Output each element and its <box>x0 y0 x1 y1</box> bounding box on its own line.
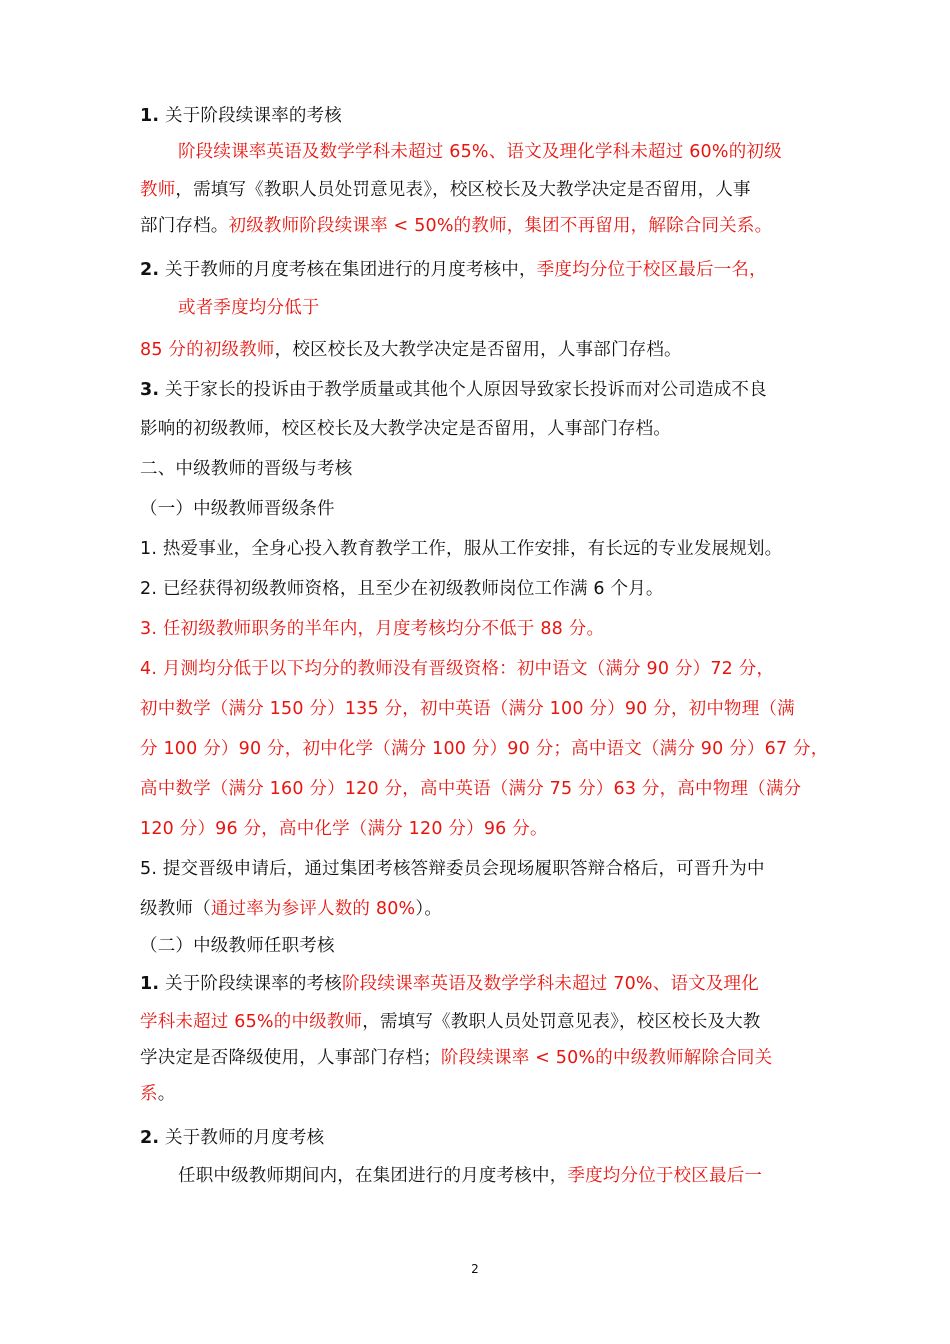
s3-heading: 3. 关于家长的投诉由于教学质量或其他个人原因导致家长投诉而对公司造成不良 <box>140 380 767 400</box>
s3-text-line-1: 影响的初级教师，校区校长及大教学决定是否留用，人事部门存档。 <box>140 419 671 439</box>
cond-4-line-5: 120 分）96 分，高中化学（满分 120 分）96 分。 <box>140 819 548 839</box>
cond-4-line-2: 初中数学（满分 150 分）135 分，初中英语（满分 100 分）90 分，初中物理（满 <box>140 699 795 719</box>
s1-text-line-3: 部门存档。初级教师阶段续课率 < 50%的教师，集团不再留用，解除合同关系。 <box>140 216 773 236</box>
s2-text-line-1: 或者季度均分低于 <box>178 298 320 318</box>
m1-heading: 1. 关于阶段续课率的考核阶段续课率英语及数学学科未超过 70%、语文及理化 <box>140 974 759 994</box>
cond-1: 1. 热爱事业，全身心投入教育教学工作，服从工作安排，有长远的专业发展规划。 <box>140 539 783 559</box>
s1-text-line-1: 阶段续课率英语及数学学科未超过 65%、语文及理化学科未超过 60%的初级 <box>178 142 782 162</box>
page-number: 2 <box>471 1262 479 1276</box>
m1-text-line-1: 学科未超过 65%的中级教师，需填写《教职人员处罚意见表》，校区校长及大教 <box>140 1012 761 1032</box>
subsection-heading-1: （一）中级教师晋级条件 <box>140 499 335 519</box>
s2-heading: 2. 关于教师的月度考核在集团进行的月度考核中，季度均分位于校区最后一名， <box>140 260 767 280</box>
cond-5-line-2: 级教师（通过率为参评人数的 80%）。 <box>140 899 443 919</box>
subsection-heading-2: （二）中级教师任职考核 <box>140 936 335 956</box>
m1-text-line-2: 学决定是否降级使用，人事部门存档；阶段续课率 < 50%的中级教师解除合同关 <box>140 1048 773 1068</box>
m2-text-line-1: 任职中级教师期间内，在集团进行的月度考核中，季度均分位于校区最后一 <box>178 1166 763 1186</box>
cond-4-line-1: 4. 月测均分低于以下均分的教师没有晋级资格：初中语文（满分 90 分）72 分， <box>140 659 775 679</box>
cond-4-line-4: 高中数学（满分 160 分）120 分，高中英语（满分 75 分）63 分，高中物理（满分 <box>140 779 802 799</box>
cond-4-line-3: 分 100 分）90 分，初中化学（满分 100 分）90 分；高中语文（满分 90 分）67 分， <box>140 739 829 759</box>
m1-text-line-3: 系。 <box>140 1084 176 1104</box>
s1-heading: 1. 关于阶段续课率的考核 <box>140 106 342 126</box>
s1-text-line-2: 教师，需填写《教职人员处罚意见表》，校区校长及大教学决定是否留用，人事 <box>140 180 751 200</box>
cond-3: 3. 任初级教师职务的半年内，月度考核均分不低于 88 分。 <box>140 619 605 639</box>
s2-text-line-2: 85 分的初级教师，校区校长及大教学决定是否留用，人事部门存档。 <box>140 340 682 360</box>
cond-5-line-1: 5. 提交晋级申请后，通过集团考核答辩委员会现场履职答辩合格后，可晋升为中 <box>140 859 765 879</box>
section-heading-2: 二、中级教师的晋级与考核 <box>140 459 353 479</box>
cond-2: 2. 已经获得初级教师资格，且至少在初级教师岗位工作满 6 个月。 <box>140 579 664 599</box>
m2-heading: 2. 关于教师的月度考核 <box>140 1128 325 1148</box>
